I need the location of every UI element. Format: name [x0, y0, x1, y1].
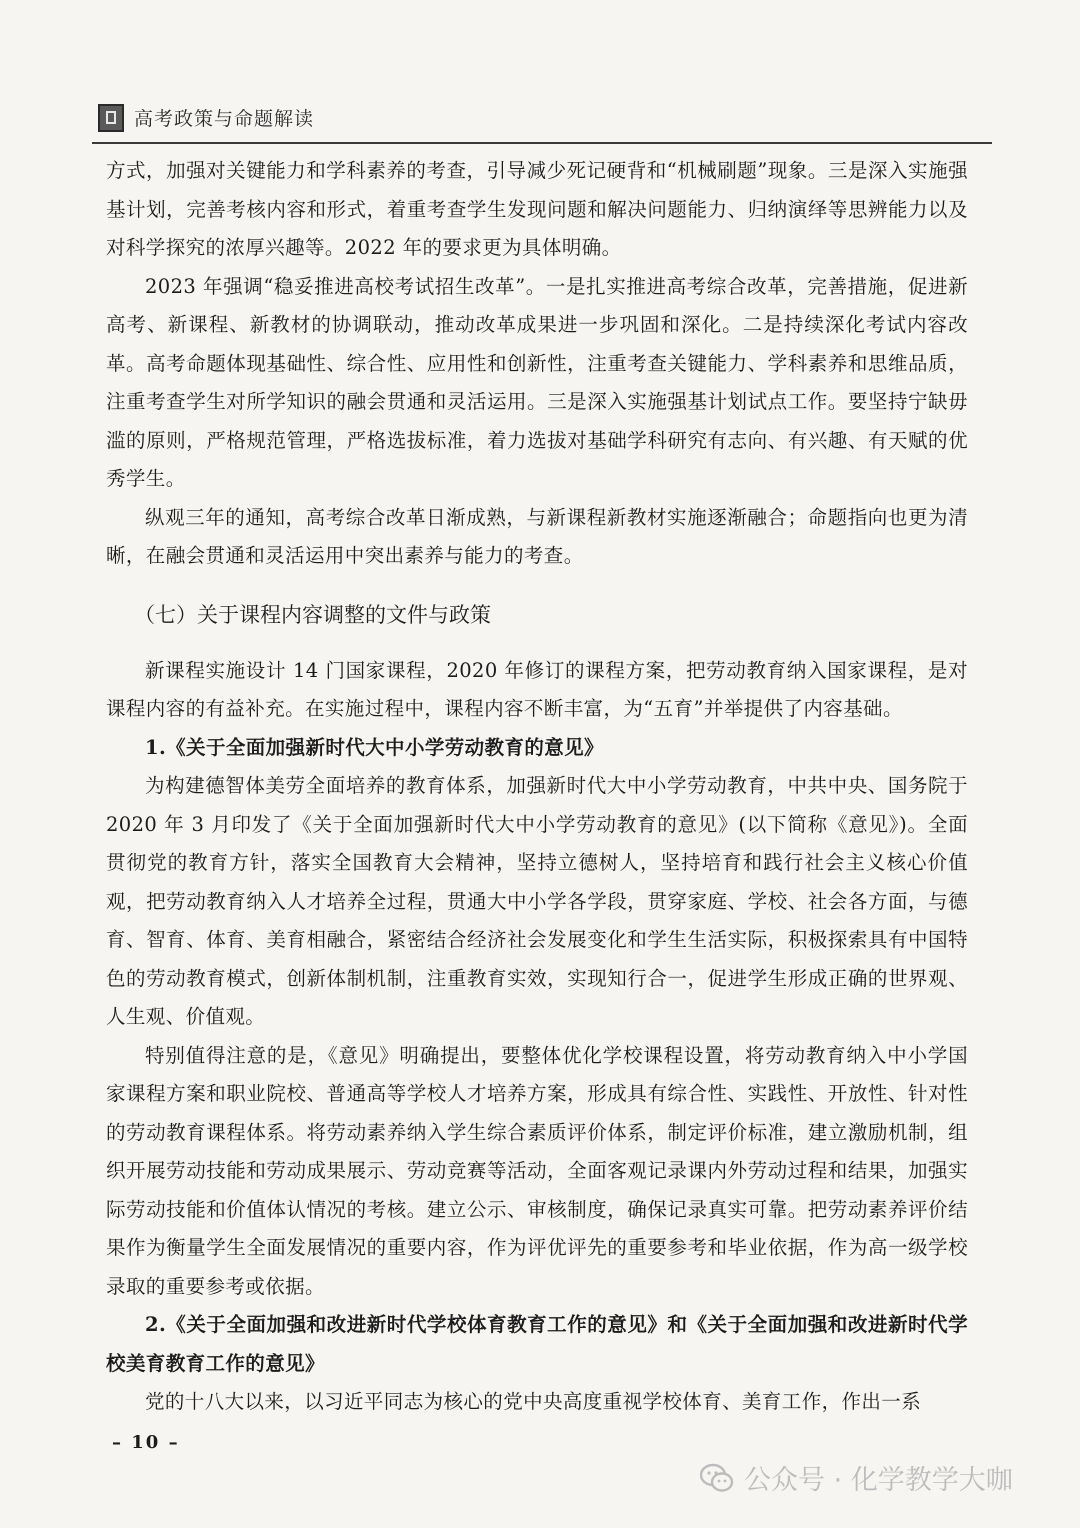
running-header [92, 98, 992, 144]
sub-heading: 2.《关于全面加强和改进新时代学校体育教育工作的意见》和《关于全面加强和改进新时代学校美育教育工作的意见》 [106, 1313, 968, 1375]
wechat-icon [700, 1463, 734, 1493]
paragraph: 特别值得注意的是，《意见》明确提出，要整体优化学校课程设置，将劳动教育纳入中小学国家课程方案和职业院校、普通高等学校人才培养方案，形成具有综合性、实践性、开放性、针对性的劳动教育课程体系。将劳动素养纳入学生综合素质评价体系，制定评价标准，建立激励机制，组织开展劳动技能和劳动成果展示、劳动竞赛等活动，全面客观记录课内外劳动过程和结果，加强实际劳动技能和价值体认情况的考核。建立公示、审核制度，确保记录真实可靠。把劳动素养评价结果作为衡量学生全面发展情况的重要内容，作为评优评先的重要参考和毕业依据，作为高一级学校录取的重要参考或依据。 [106, 1043, 968, 1298]
watermark-text: 公众号 · 化学教学大咖 [744, 1465, 1013, 1496]
sub-heading: 1.《关于全面加强新时代大中小学劳动教育的意见》 [145, 735, 604, 759]
paragraph: 为构建德智体美劳全面培养的教育体系，加强新时代大中小学劳动教育，中共中央、国务院于 2020 年 3 月印发了《关于全面加强新时代大中小学劳动教育的意见》(以下简称《意见》)。全面贯彻党的教育方针，落实全国教育大会精神，坚持立德树人，坚持培育和践行社会主义核心价值观，把劳动教育纳入人才培养全过程，贯通大中小学各学段，贯穿家庭、学校、社会各方面，与德育、智育、体育、美育相融合，紧密结合经济社会发展变化和学生生活实际，积极探索具有中国特色的劳动教育模式，创新体制机制，注重教育实效，实现知行合一，促进学生形成正确的世界观、人生观、价值观。 [106, 774, 968, 1028]
paragraph: 新课程实施设计 14 门国家课程，2020 年修订的课程方案，把劳动教育纳入国家课程，是对课程内容的有益补充。在实施过程中，课程内容不断丰富，为“五育”并举提供了内容基础。 [106, 658, 968, 720]
paragraph: 2023 年强调“稳妥推进高校考试招生改革”。一是扎实推进高考综合改革，完善措施，促进新高考、新课程、新教材的协调联动，推动改革成果进一步巩固和深化。二是持续深化考试内容改革。高考命题体现基础性、综合性、应用性和创新性，注重考查关键能力、学科素养和思维品质，注重考查学生对所学知识的融会贯通和灵活运用。三是深入实施强基计划试点工作。要坚持宁缺毋滥的原则，严格规范管理，严格选拔标准，着力选拔对基础学科研究有志向、有兴趣、有天赋的优秀学生。 [106, 274, 968, 490]
header-title: 高考政策与命题解读 [134, 108, 315, 130]
paragraph: 纵观三年的通知，高考综合改革日渐成熟，与新课程新教材实施逐渐融合；命题指向也更为清晰，在融会贯通和灵活运用中突出素养与能力的考查。 [106, 505, 968, 567]
paragraph: 方式，加强对关键能力和学科素养的考查，引导减少死记硬背和“机械刷题”现象。三是深入实施强基计划，完善考核内容和形式，着重考查学生发现问题和解决问题能力、归纳演绎等思辨能力以及对科学探究的浓厚兴趣等。2022 年的要求更为具体明确。 [106, 159, 968, 259]
book-logo-icon [98, 104, 124, 132]
page-number: – 10 – [112, 1432, 180, 1453]
section-heading: （七）关于课程内容调整的文件与政策 [134, 602, 491, 627]
page-content [106, 152, 968, 1422]
watermark [700, 1458, 1013, 1497]
paragraph: 党的十八大以来，以习近平同志为核心的党中央高度重视学校体育、美育工作，作出一系 [145, 1390, 922, 1413]
